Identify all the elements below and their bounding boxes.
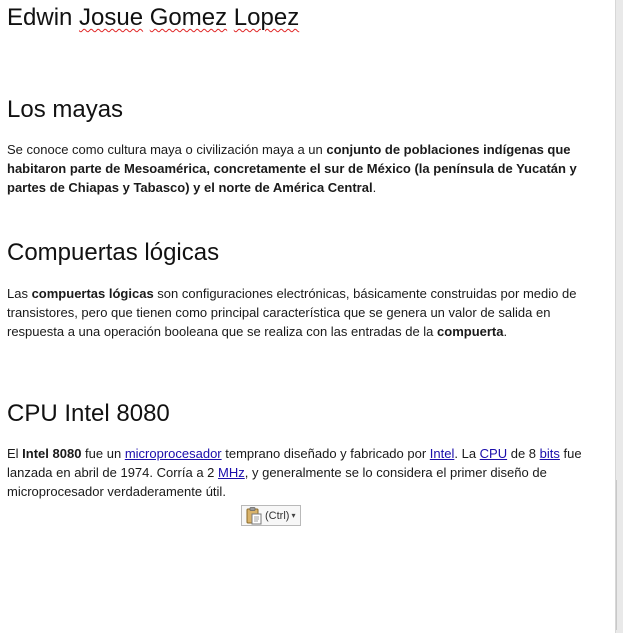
section-heading-cpu: CPU Intel 8080 — [7, 400, 170, 427]
text-run: . — [372, 180, 377, 195]
section-heading-compuertas: Compuertas lógicas — [7, 239, 220, 266]
bold-text: compuertas lógicas — [31, 286, 154, 301]
section-paragraph-cpu — [7, 444, 607, 501]
chevron-down-icon: ▾ — [291, 511, 296, 520]
text-run: , y generalmente se lo considera el primer diseño de microprocesador verdaderamente útil. — [7, 465, 547, 499]
title-word-misspelled[interactable]: Josue — [79, 4, 144, 31]
text-run: de 8 — [507, 446, 540, 461]
text-run: fue un — [81, 446, 125, 461]
text-run: . La — [454, 446, 480, 461]
title-word-misspelled[interactable]: Gomez — [149, 4, 228, 31]
text-run: El — [7, 446, 23, 461]
clipboard-icon — [245, 506, 263, 525]
paste-options-label: (Ctrl) — [265, 509, 290, 522]
section-paragraph-mayas — [7, 140, 607, 197]
text-run: fue lanzada en abril de 1974. Corría a 2 — [7, 446, 582, 480]
bold-text: compuerta — [437, 324, 504, 339]
text-run: son configuraciones electrónicas, básicamente construidas por medio de transistores, pero que tienen como principal característica que se genera un valor de salida en respuesta a una operación booleana que se realiza con las entradas de la — [7, 286, 577, 339]
title-word-misspelled[interactable]: Lopez — [233, 4, 300, 31]
hyperlink[interactable]: CPU — [479, 446, 508, 461]
text-run: temprano diseñado y fabricado por — [221, 446, 430, 461]
bold-text: Intel 8080 — [22, 446, 82, 461]
hyperlink[interactable]: Intel — [429, 446, 455, 461]
hyperlink[interactable]: MHz — [218, 465, 245, 480]
section-heading-mayas: Los mayas — [7, 96, 124, 123]
scrollbar-track-segment — [616, 480, 623, 630]
text-run: . — [503, 324, 508, 339]
hyperlink[interactable]: microprocesador — [124, 446, 222, 461]
hyperlink[interactable]: bits — [539, 446, 560, 461]
vertical-scrollbar[interactable] — [615, 0, 623, 633]
title-word: Edwin — [7, 4, 73, 31]
paste-options-button[interactable] — [241, 505, 301, 526]
bold-text: conjunto de poblaciones indígenas que habitaron parte de Mesoamérica, concretamente el sur de México (la península de Yucatán y partes de Chiapas y Tabasco) y el norte de América Central — [7, 142, 577, 195]
section-paragraph-compuertas — [7, 284, 607, 341]
document-title — [7, 3, 299, 33]
text-run: Se conoce como cultura maya o civilización maya a un — [7, 142, 327, 157]
text-run: Las — [7, 286, 32, 301]
